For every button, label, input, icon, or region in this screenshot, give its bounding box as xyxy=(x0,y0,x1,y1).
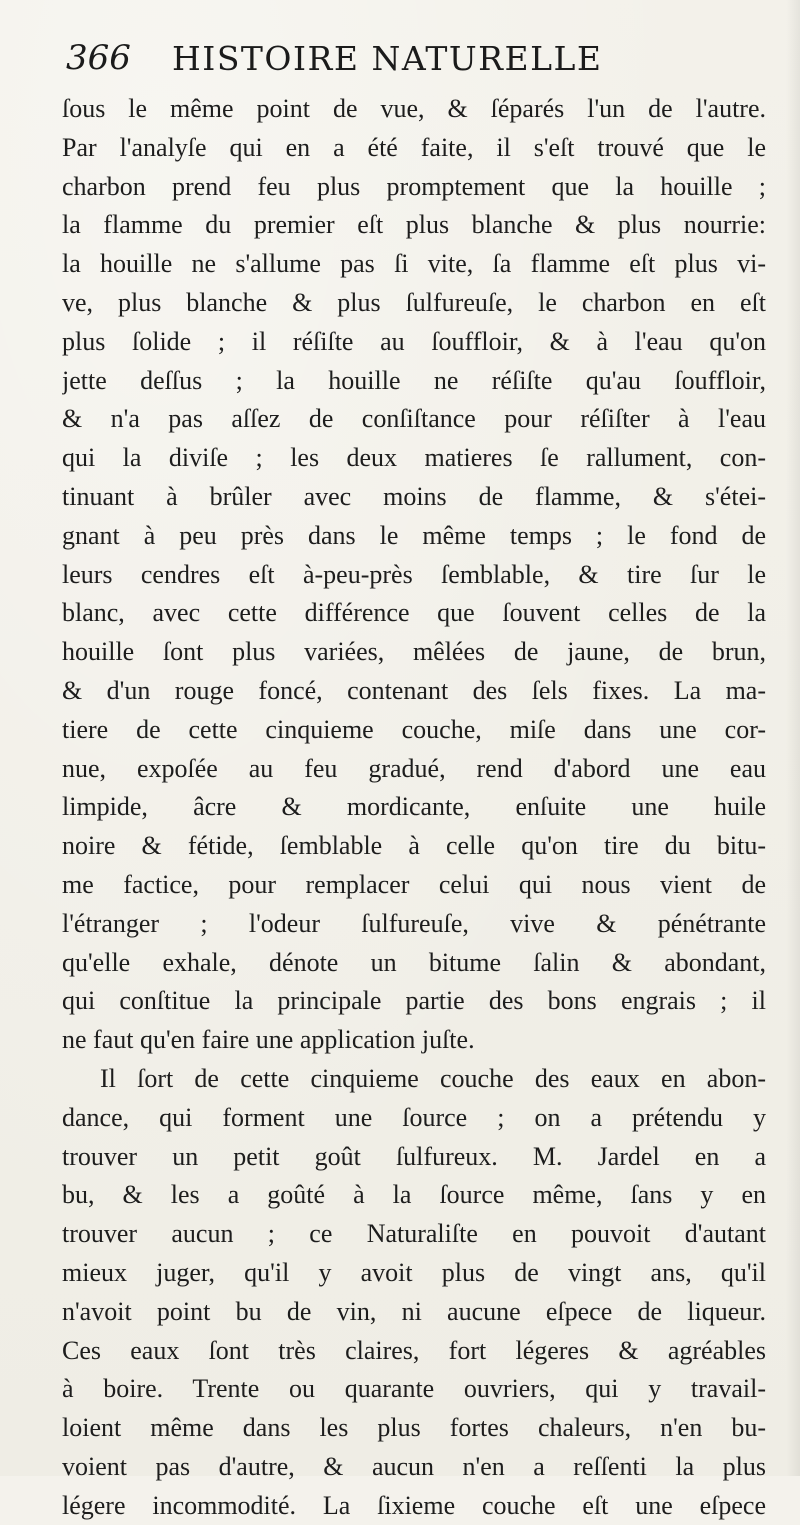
text-line: à boire. Trente ou quarante ouvriers, qui y travail- xyxy=(62,1374,766,1404)
text-line: n'avoit point bu de vin, ni aucune eſpece de liqueur. xyxy=(62,1296,766,1326)
text-line: dance, qui forment une ſource ; on a prétendu y xyxy=(62,1102,766,1132)
page-edge-shadow xyxy=(786,0,800,1476)
text-line: trouver aucun ; ce Naturaliſte en pouvoit d'autant xyxy=(62,1219,766,1249)
text-line: houille ſont plus variées, mêlées de jaune, de brun, xyxy=(62,637,766,667)
text-line: plus ſolide ; il réſiſte au ſouffloir, & à l'eau qu'on xyxy=(62,326,766,356)
text-line: & n'a pas aſſez de conſiſtance pour réſiſter à l'eau xyxy=(62,404,766,434)
paragraph-start-line: Il ſort de cette cinquieme couche des eaux en abon- xyxy=(100,1063,766,1093)
text-line: ve, plus blanche & plus ſulfureuſe, le charbon en eſt xyxy=(62,287,766,317)
body-text xyxy=(62,90,766,1525)
text-line: tinuant à brûler avec moins de flamme, & s'étei- xyxy=(62,481,766,511)
page-number: 366 xyxy=(66,38,131,78)
text-line: & d'un rouge foncé, contenant des ſels fixes. La ma- xyxy=(62,675,766,705)
text-line: charbon prend feu plus promptement que la houille ; xyxy=(62,171,766,201)
text-line: qui conſtitue la principale partie des bons engrais ; il xyxy=(62,986,766,1016)
text-line: la houille ne s'allume pas ſi vite, ſa flamme eſt plus vi- xyxy=(62,249,766,279)
text-line: noire & fétide, ſemblable à celle qu'on tire du bitu- xyxy=(62,831,766,861)
text-line: légere incommodité. La ſixieme couche eſt une eſpece xyxy=(62,1490,766,1520)
text-line: bu, & les a goûté à la ſource même, ſans y en xyxy=(62,1180,766,1210)
text-line: trouver un petit goût ſulfureux. M. Jardel en a xyxy=(62,1141,766,1171)
text-line: limpide, âcre & mordicante, enſuite une huile xyxy=(62,792,766,822)
text-line: leurs cendres eſt à-peu-près ſemblable, & tire ſur le xyxy=(62,559,766,589)
text-line: mieux juger, qu'il y avoit plus de vingt ans, qu'il xyxy=(62,1257,766,1287)
text-line: tiere de cette cinquieme couche, miſe dans une cor- xyxy=(62,714,766,744)
text-line: gnant à peu près dans le même temps ; le fond de xyxy=(62,520,766,550)
text-line: blanc, avec cette différence que ſouvent celles de la xyxy=(62,598,766,628)
text-line: me factice, pour remplacer celui qui nous vient de xyxy=(62,869,766,899)
text-line: nue, expoſée au feu gradué, rend d'abord une eau xyxy=(62,753,766,783)
text-line: la flamme du premier eſt plus blanche & plus nourrie: xyxy=(62,210,766,240)
text-line: jette deſſus ; la houille ne réſiſte qu'au ſouffloir, xyxy=(62,365,766,395)
text-line: qui la diviſe ; les deux matieres ſe rallument, con- xyxy=(62,443,766,473)
running-title: HISTOIRE NATURELLE xyxy=(172,39,603,78)
text-line: loient même dans les plus fortes chaleurs, n'en bu- xyxy=(62,1413,766,1443)
paragraph-end-line: ne faut qu'en faire une application juſte. xyxy=(62,1025,475,1055)
text-line: l'étranger ; l'odeur ſulfureuſe, vive & pénétrante xyxy=(62,908,766,938)
text-line: voient pas d'autre, & aucun n'en a reſſenti la plus xyxy=(62,1451,766,1481)
page-header xyxy=(66,38,766,82)
text-line: qu'elle exhale, dénote un bitume ſalin & abondant, xyxy=(62,947,766,977)
text-line: ſous le même point de vue, & ſéparés l'un de l'autre. xyxy=(62,94,766,123)
text-line: Ces eaux ſont très claires, fort légeres & agréables xyxy=(62,1335,766,1365)
text-line: Par l'analyſe qui en a été faite, il s'eſt trouvé que le xyxy=(62,132,766,162)
